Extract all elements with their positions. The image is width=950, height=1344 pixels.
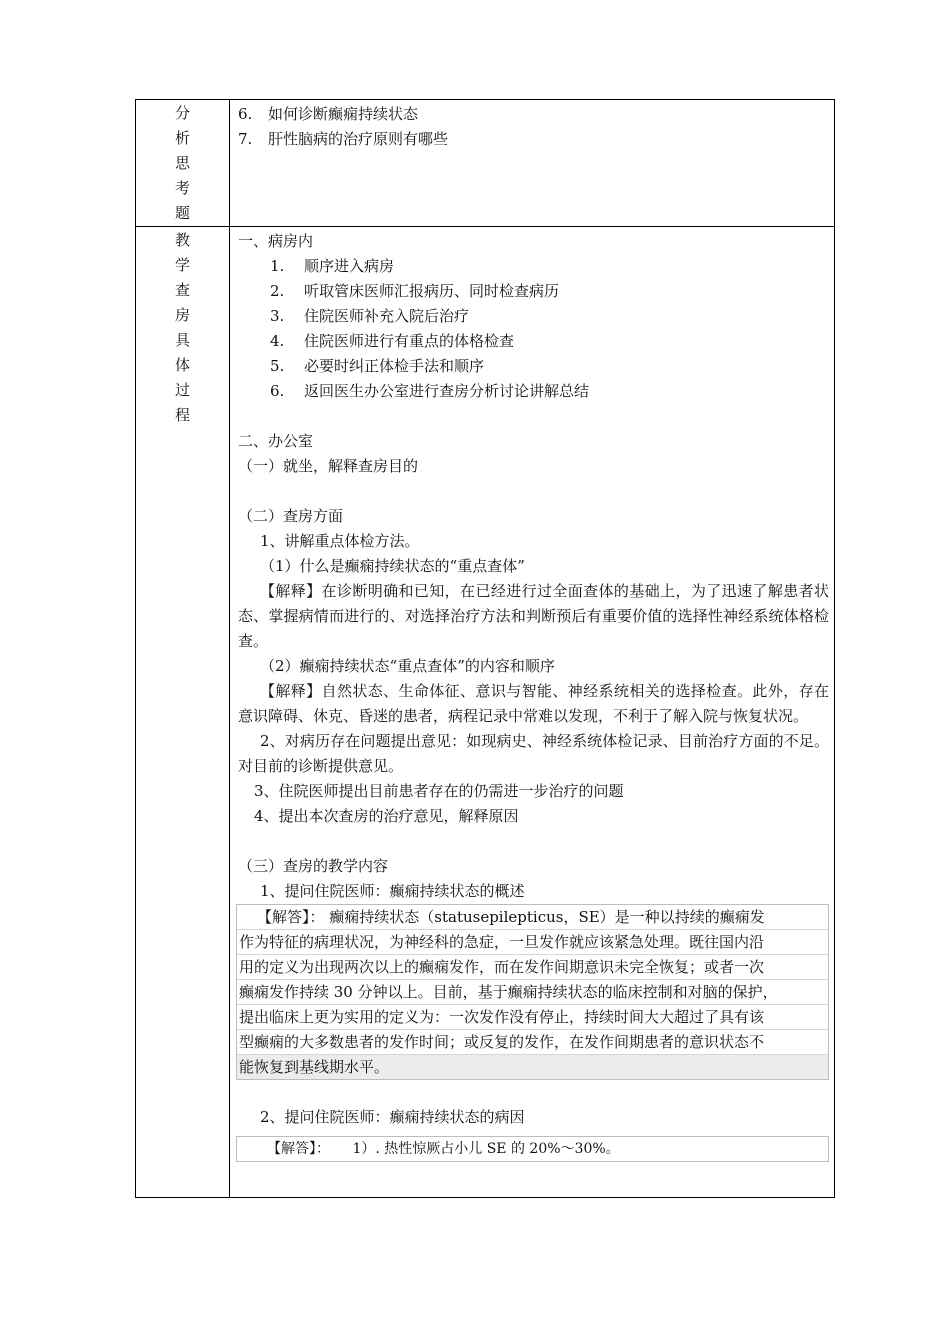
answer-line: 1）. 热性惊厥占小儿 SE 的 20%～30%。 xyxy=(352,1141,620,1157)
paragraph: （2）癫痫持续状态“重点查体”的内容和顺序 xyxy=(260,657,555,675)
item-number: 6. xyxy=(238,105,253,123)
label-char: 过 xyxy=(174,381,190,399)
list-item xyxy=(238,127,828,152)
item-number: 3. xyxy=(270,307,285,325)
label-char: 教 xyxy=(174,231,190,249)
item-number: 5. xyxy=(270,357,285,375)
item-number: 7. xyxy=(238,130,253,148)
question-text: 2、提问住院医师：癫痫持续状态的病因 xyxy=(260,1108,525,1126)
list-item xyxy=(238,279,829,304)
item-text: 返回医生办公室进行查房分析讨论讲解总结 xyxy=(304,382,590,400)
label-char: 程 xyxy=(174,406,190,424)
label-char: 题 xyxy=(174,204,190,222)
row-label-process xyxy=(136,227,230,1197)
item-text: 顺序进入病房 xyxy=(304,257,395,275)
label-char: 考 xyxy=(174,179,190,197)
process-content xyxy=(230,227,835,1197)
paragraph: 1、讲解重点体检方法。 xyxy=(260,532,420,550)
item-number: 4. xyxy=(270,332,285,350)
answer-line: 癫痫发作持续 30 分钟以上。目前，基于癫痫持续状态的临床控制和对脑的保护， xyxy=(237,980,828,1005)
table-row xyxy=(136,100,834,227)
answer-box xyxy=(236,904,829,1080)
question-list xyxy=(230,100,834,226)
document-table xyxy=(135,99,835,1198)
answer-line: 【解答】： 癫痫持续状态（statusepilepticus，SE）是一种以持续的癫痫发 xyxy=(237,905,828,930)
subsection-title: （三）查房的教学内容 xyxy=(238,857,389,875)
label-char: 房 xyxy=(174,306,190,324)
item-text: 必要时纠正体检手法和顺序 xyxy=(304,357,485,375)
item-text: 听取管床医师汇报病历、同时检查病历 xyxy=(304,282,560,300)
paragraph: 3、住院医师提出目前患者存在的仍需进一步治疗的问题 xyxy=(254,782,624,800)
list-item xyxy=(238,354,829,379)
answer-line: 用的定义为出现两次以上的癫痫发作，而在发作间期意识未完全恢复；或者一次 xyxy=(237,955,828,980)
label-char: 查 xyxy=(174,281,190,299)
answer-line: 能恢复到基线期水平。 xyxy=(237,1055,828,1079)
paragraph: 2、对病历存在问题提出意见：如现病史、神经系统体检记录、目前治疗方面的不足。对目前的诊断提供意见。 xyxy=(238,732,829,775)
section-title: 一、病房内 xyxy=(238,232,314,250)
list-item xyxy=(238,379,829,404)
item-text: 住院医师补充入院后治疗 xyxy=(304,307,470,325)
item-number: 6. xyxy=(270,382,285,400)
label-char: 体 xyxy=(174,356,190,374)
question-text: 1、提问住院医师：癫痫持续状态的概述 xyxy=(260,882,525,900)
paragraph: 4、提出本次查房的治疗意见，解释原因 xyxy=(254,807,519,825)
table-row xyxy=(136,227,834,1197)
label-char: 分 xyxy=(174,104,190,122)
section-title: 二、办公室 xyxy=(238,432,314,450)
item-number: 1. xyxy=(270,257,285,275)
answer-label: 【解答】： xyxy=(267,1141,330,1157)
subsection-title: （二）查房方面 xyxy=(238,507,344,525)
item-text: 住院医师进行有重点的体格检查 xyxy=(304,332,515,350)
label-char: 思 xyxy=(174,154,190,172)
list-item xyxy=(238,304,829,329)
label-char: 具 xyxy=(174,331,190,349)
paragraph: （1）什么是癫痫持续状态的“重点查体” xyxy=(260,557,525,575)
explanation-text: 【解释】在诊断明确和已知，在已经进行过全面查体的基础上，为了迅速了解患者状态、掌握病情而进行的、对选择治疗方法和判断预后有重要价值的选择性神经系统体格检查。 xyxy=(238,582,829,650)
item-text: 肝性脑病的治疗原则有哪些 xyxy=(268,130,449,148)
list-item xyxy=(238,329,829,354)
label-char: 析 xyxy=(174,129,190,147)
item-number: 2. xyxy=(270,282,285,300)
row-label-analysis xyxy=(136,100,230,226)
answer-box xyxy=(236,1136,829,1162)
answer-line: 型癫痫的大多数患者的发作时间；或反复的发作，在发作间期患者的意识状态不 xyxy=(237,1030,828,1055)
explanation-text: 【解释】自然状态、生命体征、意识与智能、神经系统相关的选择检查。此外，存在意识障碍、休克、昏迷的患者，病程记录中常难以发现，不利于了解入院与恢复状况。 xyxy=(238,682,829,725)
answer-line: 作为特征的病理状况，为神经科的急症，一旦发作就应该紧急处理。既往国内沿 xyxy=(237,930,828,955)
subsection-title: （一）就坐，解释查房目的 xyxy=(238,457,419,475)
list-item xyxy=(238,254,829,279)
item-text: 如何诊断癫痫持续状态 xyxy=(268,105,419,123)
list-item xyxy=(238,102,828,127)
label-char: 学 xyxy=(174,256,190,274)
answer-line: 提出临床上更为实用的定义为：一次发作没有停止，持续时间大大超过了具有该 xyxy=(237,1005,828,1030)
